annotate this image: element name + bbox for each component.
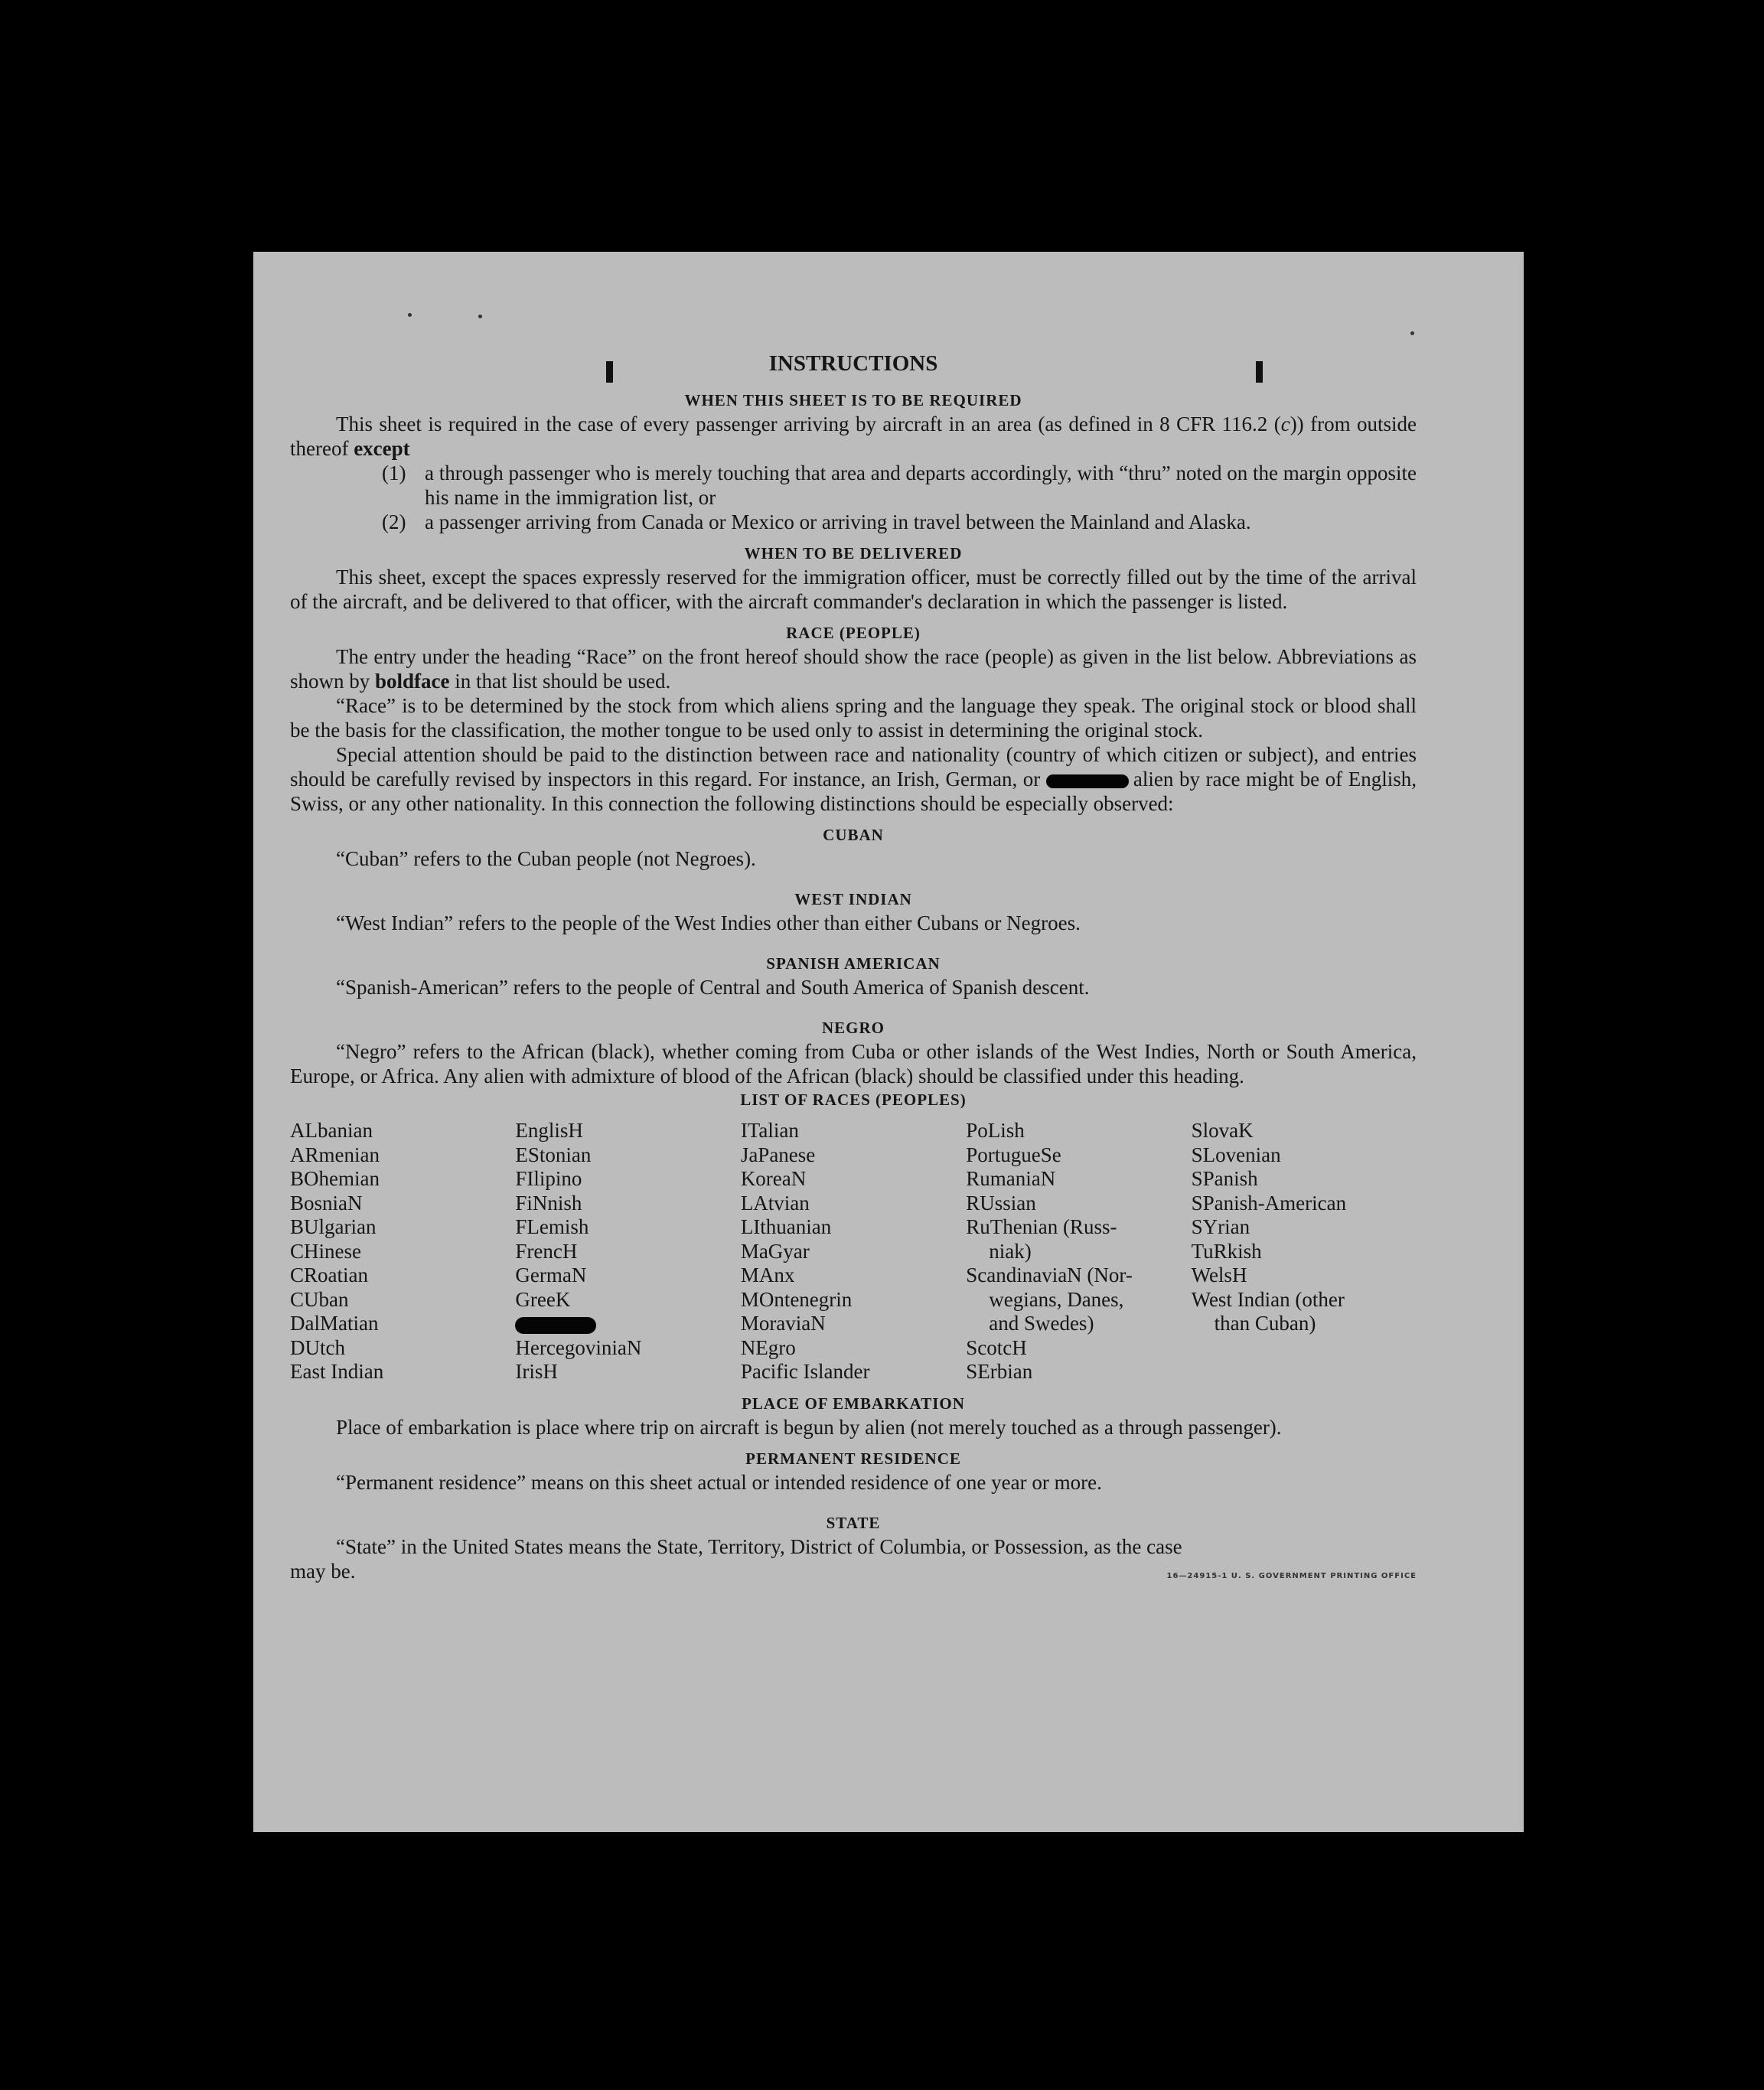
heading-state: STATE <box>826 1513 881 1532</box>
race-entry: KoreaN <box>740 1167 807 1190</box>
race-entry: GreeK <box>515 1287 571 1311</box>
heading-race: RACE (PEOPLE) <box>786 624 921 642</box>
race-entry: CUban <box>290 1287 349 1311</box>
speck <box>1410 331 1414 335</box>
race-entry-redacted <box>515 1312 740 1336</box>
race-paragraph-1 <box>290 644 1417 693</box>
race-entry: East Indian <box>290 1360 384 1383</box>
spanish-american-text: “Spanish-American” refers to the people of Central and South America of Spanish descent. <box>336 976 1090 999</box>
race-entry: ScotcH <box>966 1335 1027 1359</box>
race-column-5 <box>1192 1119 1417 1384</box>
redaction-mark <box>1046 774 1129 788</box>
race-p1-bold: boldface <box>375 670 450 693</box>
race-entry: FrencH <box>515 1239 578 1263</box>
race-entry: IrisH <box>515 1360 558 1383</box>
race-entry: MoraviaN <box>740 1312 826 1335</box>
heading-spanish-american: SPANISH AMERICAN <box>766 954 941 973</box>
race-entry: and Swedes) <box>989 1312 1094 1335</box>
race-entry: ALbanian <box>290 1119 373 1142</box>
required-intro <box>290 412 1417 461</box>
race-entry: ITalian <box>740 1119 799 1142</box>
race-p1-text-2: in that list should be used. <box>449 670 671 693</box>
heading-embarkation: PLACE OF EMBARKATION <box>742 1394 965 1413</box>
heading-delivered: WHEN TO BE DELIVERED <box>744 544 963 562</box>
race-entry: RuThenian (Russ- <box>966 1215 1117 1238</box>
race-entry: ARmenian <box>290 1143 380 1166</box>
negro-text: “Negro” refers to the African (black), whether coming from Cuba or other islands of the West Indies, North or South America, Europe, or Africa. Any alien with admixture of blood of the African (black) should be classified under this heading. <box>290 1040 1417 1087</box>
race-entry: FIlipino <box>515 1167 582 1190</box>
exception-item <box>290 510 1417 534</box>
heading-list-of-races: LIST OF RACES (PEOPLES) <box>740 1091 967 1109</box>
embarkation-text: Place of embarkation is place where trip on aircraft is begun by alien (not merely touched as a through passenger). <box>336 1415 1282 1439</box>
race-entry: BosniaN <box>290 1191 363 1215</box>
race-column-1 <box>290 1119 515 1384</box>
race-entry: MaGyar <box>740 1239 810 1263</box>
race-entry: SPanish <box>1191 1167 1258 1190</box>
race-entry: PortugueSe <box>966 1143 1061 1166</box>
race-entry: DUtch <box>290 1335 345 1359</box>
page-title: INSTRUCTIONS <box>768 351 938 376</box>
race-p3-text-2: alien by race might be of English, Swiss, or any other nationality. In this connection the following distinctions should be especially observed: <box>290 768 1417 815</box>
race-entry: SYrian <box>1191 1215 1250 1238</box>
heading-required: WHEN THIS SHEET IS TO BE REQUIRED <box>684 391 1022 409</box>
exception-item <box>290 461 1417 510</box>
printing-office-imprint: 16—24915-1 U. S. GOVERNMENT PRINTING OFFICE <box>1166 1571 1417 1580</box>
race-entry: LAtvian <box>740 1191 810 1215</box>
heading-negro: NEGRO <box>821 1019 885 1037</box>
race-entry: niak) <box>989 1239 1032 1263</box>
race-entry: GermaN <box>515 1263 587 1286</box>
exception-number: (1) <box>382 461 406 484</box>
race-entry: CRoatian <box>290 1263 368 1286</box>
required-intro-italic: c <box>1280 412 1290 435</box>
race-entry: NEgro <box>740 1335 796 1359</box>
race-paragraph-2: “Race” is to be determined by the stock from which aliens spring and the language they speak. The original stock or blood shall be the basis for the classification, the mother tongue to be used only to assist in determining the original stock. <box>290 694 1417 742</box>
race-entry: wegians, Danes, <box>989 1287 1124 1311</box>
race-entry: West Indian (other <box>1191 1287 1345 1311</box>
race-entry: BUlgarian <box>290 1215 377 1238</box>
heading-residence: PERMANENT RESIDENCE <box>745 1449 961 1468</box>
residence-text: “Permanent residence” means on this sheet actual or intended residence of one year or more. <box>336 1470 1102 1494</box>
race-paragraph-3 <box>290 742 1417 816</box>
race-entry: HercegoviniaN <box>515 1335 642 1359</box>
required-intro-except: except <box>354 437 410 460</box>
speck <box>478 315 482 318</box>
race-entry: PoLish <box>966 1119 1025 1142</box>
exception-number: (2) <box>382 510 406 533</box>
race-entry: SPanish-American <box>1191 1191 1347 1215</box>
race-entry: BOhemian <box>290 1167 380 1190</box>
race-p1-text: The entry under the heading “Race” on the front hereof should show the race (people) as given in the list below. Abbreviations as shown by <box>290 645 1417 693</box>
exception-text: a through passenger who is merely touching that area and departs accordingly, with “thru” noted on the margin opposite his name in the immigration list, or <box>425 461 1417 509</box>
race-entry: EnglisH <box>515 1119 583 1142</box>
race-entry: SErbian <box>966 1360 1033 1383</box>
race-entry: JaPanese <box>740 1143 816 1166</box>
race-list <box>290 1119 1417 1384</box>
race-entry: TuRkish <box>1191 1239 1262 1263</box>
document-page <box>253 252 1524 1832</box>
race-p3-text: Special attention should be paid to the distinction between race and nationality (country of which citizen or subject), and entries should be carefully revised by inspectors in this regard. For instance, an Irish, German, or <box>290 743 1417 791</box>
race-entry: CHinese <box>290 1239 361 1263</box>
cuban-text: “Cuban” refers to the Cuban people (not Negroes). <box>336 847 756 870</box>
instructions-content <box>290 351 1417 1583</box>
speck <box>408 313 412 317</box>
race-entry: EStonian <box>515 1143 592 1166</box>
west-indian-text: “West Indian” refers to the people of the West Indies other than either Cubans or Negroes. <box>336 911 1081 934</box>
race-entry: than Cuban) <box>1214 1312 1316 1335</box>
redaction-mark <box>515 1317 596 1334</box>
race-column-4 <box>966 1119 1191 1384</box>
race-entry: DalMatian <box>290 1312 379 1335</box>
delivered-text: This sheet, except the spaces expressly reserved for the immigration officer, must be correctly filled out by the time of the arrival of the aircraft, and be delivered to that officer, with the aircraft commander's declaration in which the passenger is listed. <box>290 566 1417 613</box>
race-entry: WelsH <box>1191 1263 1247 1286</box>
race-entry: ScandinaviaN (Nor- <box>966 1263 1133 1286</box>
race-entry: FiNnish <box>515 1191 582 1215</box>
required-intro-text: This sheet is required in the case of every passenger arriving by aircraft in an area (as defined in 8 CFR 116.2 ( <box>336 412 1281 435</box>
exception-text: a passenger arriving from Canada or Mexico or arriving in travel between the Mainland and Alaska. <box>425 510 1251 533</box>
race-column-2 <box>515 1119 740 1384</box>
race-entry: SLovenian <box>1191 1143 1281 1166</box>
required-intro-text-2: )) from outside thereof <box>290 412 1417 460</box>
state-text-end: may be. <box>290 1559 356 1583</box>
race-entry: FLemish <box>515 1215 589 1238</box>
race-entry: RUssian <box>966 1191 1036 1215</box>
heading-west-indian: WEST INDIAN <box>794 890 912 908</box>
race-entry: MAnx <box>740 1263 795 1286</box>
state-text: “State” in the United States means the State, Territory, District of Columbia, or Possession, as the case <box>336 1534 1182 1558</box>
footer-row <box>290 1559 1417 1583</box>
race-entry: SlovaK <box>1191 1119 1254 1142</box>
heading-cuban: CUBAN <box>823 826 884 844</box>
race-column-3 <box>741 1119 966 1384</box>
race-entry: LIthuanian <box>740 1215 832 1238</box>
race-entry: RumaniaN <box>966 1167 1056 1190</box>
race-entry: Pacific Islander <box>740 1360 870 1383</box>
race-entry: MOntenegrin <box>740 1287 853 1311</box>
